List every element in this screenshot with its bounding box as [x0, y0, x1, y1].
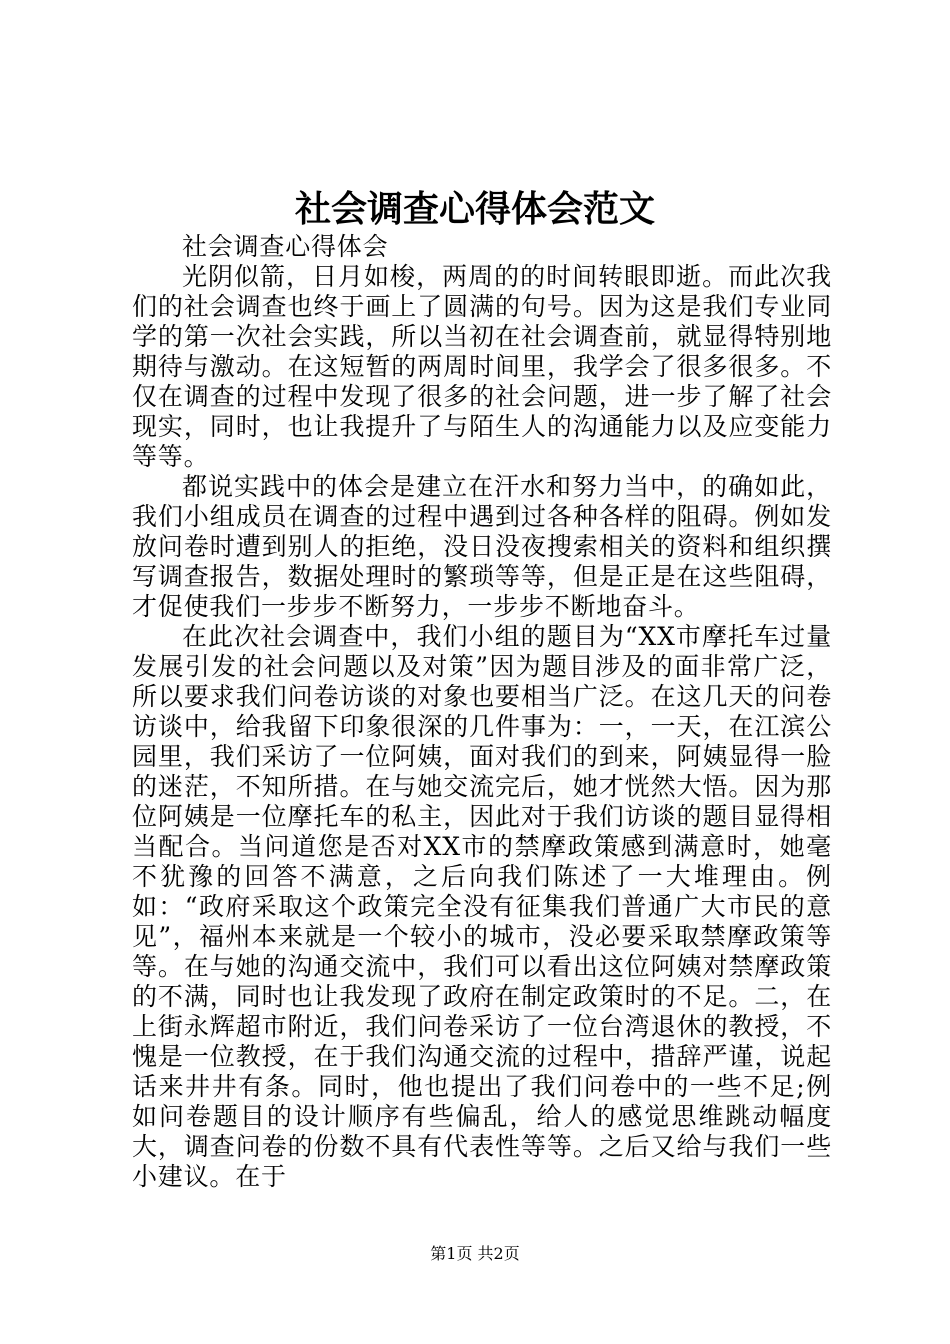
- page-footer: 第1页 共2页: [430, 1244, 520, 1263]
- paragraph: 都说实践中的体会是建立在汗水和努力当中，的确如此，我们小组成员在调查的过程中遇到过各种各样的阻碍。例如发放问卷时遭到别人的拒绝，没日没夜搜索相关的资料和组织撰写调查报告，数据处理时的繁琐等等，但是正是在这些阻碍，才促使我们一步步不断努力，一步步不断地奋斗。: [132, 472, 832, 621]
- paragraph: 在此次社会调查中，我们小组的题目为“XX市摩托车过量发展引发的社会问题以及对策”因为题目涉及的面非常广泛，所以要求我们问卷访谈的对象也要相当广泛。在这几天的问卷访谈中，给我留下印象很深的几件事为：一，一天，在江滨公园里，我们采访了一位阿姨，面对我们的到来，阿姨显得一脸的迷茫，不知所措。在与她交流完后，她才恍然大悟。因为那位阿姨是一位摩托车的私主，因此对于我们访谈的题目显得相当配合。当问道您是否对XX市的禁摩政策感到满意时，她毫不犹豫的回答不满意，之后向我们陈述了一大堆理由。例如：“政府采取这个政策完全没有征集我们普通广大市民的意见”，福州本来就是一个较小的城市，没必要采取禁摩政策等等。在与她的沟通交流中，我们可以看出这位阿姨对禁摩政策的不满，同时也让我发现了政府在制定政策时的不足。二，在上街永辉超市附近，我们问卷采访了一位台湾退休的教授，不愧是一位教授，在于我们沟通交流的过程中，措辞严谨，说起话来井井有条。同时，他也提出了我们问卷中的一些不足;例如问卷题目的设计顺序有些偏乱，给人的感觉思维跳动幅度大，调查问卷的份数不具有代表性等等。之后又给与我们一些小建议。在于: [132, 622, 832, 1191]
- paragraph-subtitle: 社会调查心得体会: [182, 232, 389, 261]
- document-title: 社会调查心得体会范文: [294, 188, 655, 230]
- document-body: [132, 232, 832, 1192]
- paragraph: 光阴似箭，日月如梭，两周的的时间转眼即逝。而此次我们的社会调查也终于画上了圆满的句号。因为这是我们专业同学的第一次社会实践，所以当初在社会调查前，就显得特别地期待与激动。在这短暂的两周时间里，我学会了很多很多。不仅在调查的过程中发现了很多的社会问题，进一步了解了社会现实，同时，也让我提升了与陌生人的沟通能力以及应变能力等等。: [132, 262, 832, 471]
